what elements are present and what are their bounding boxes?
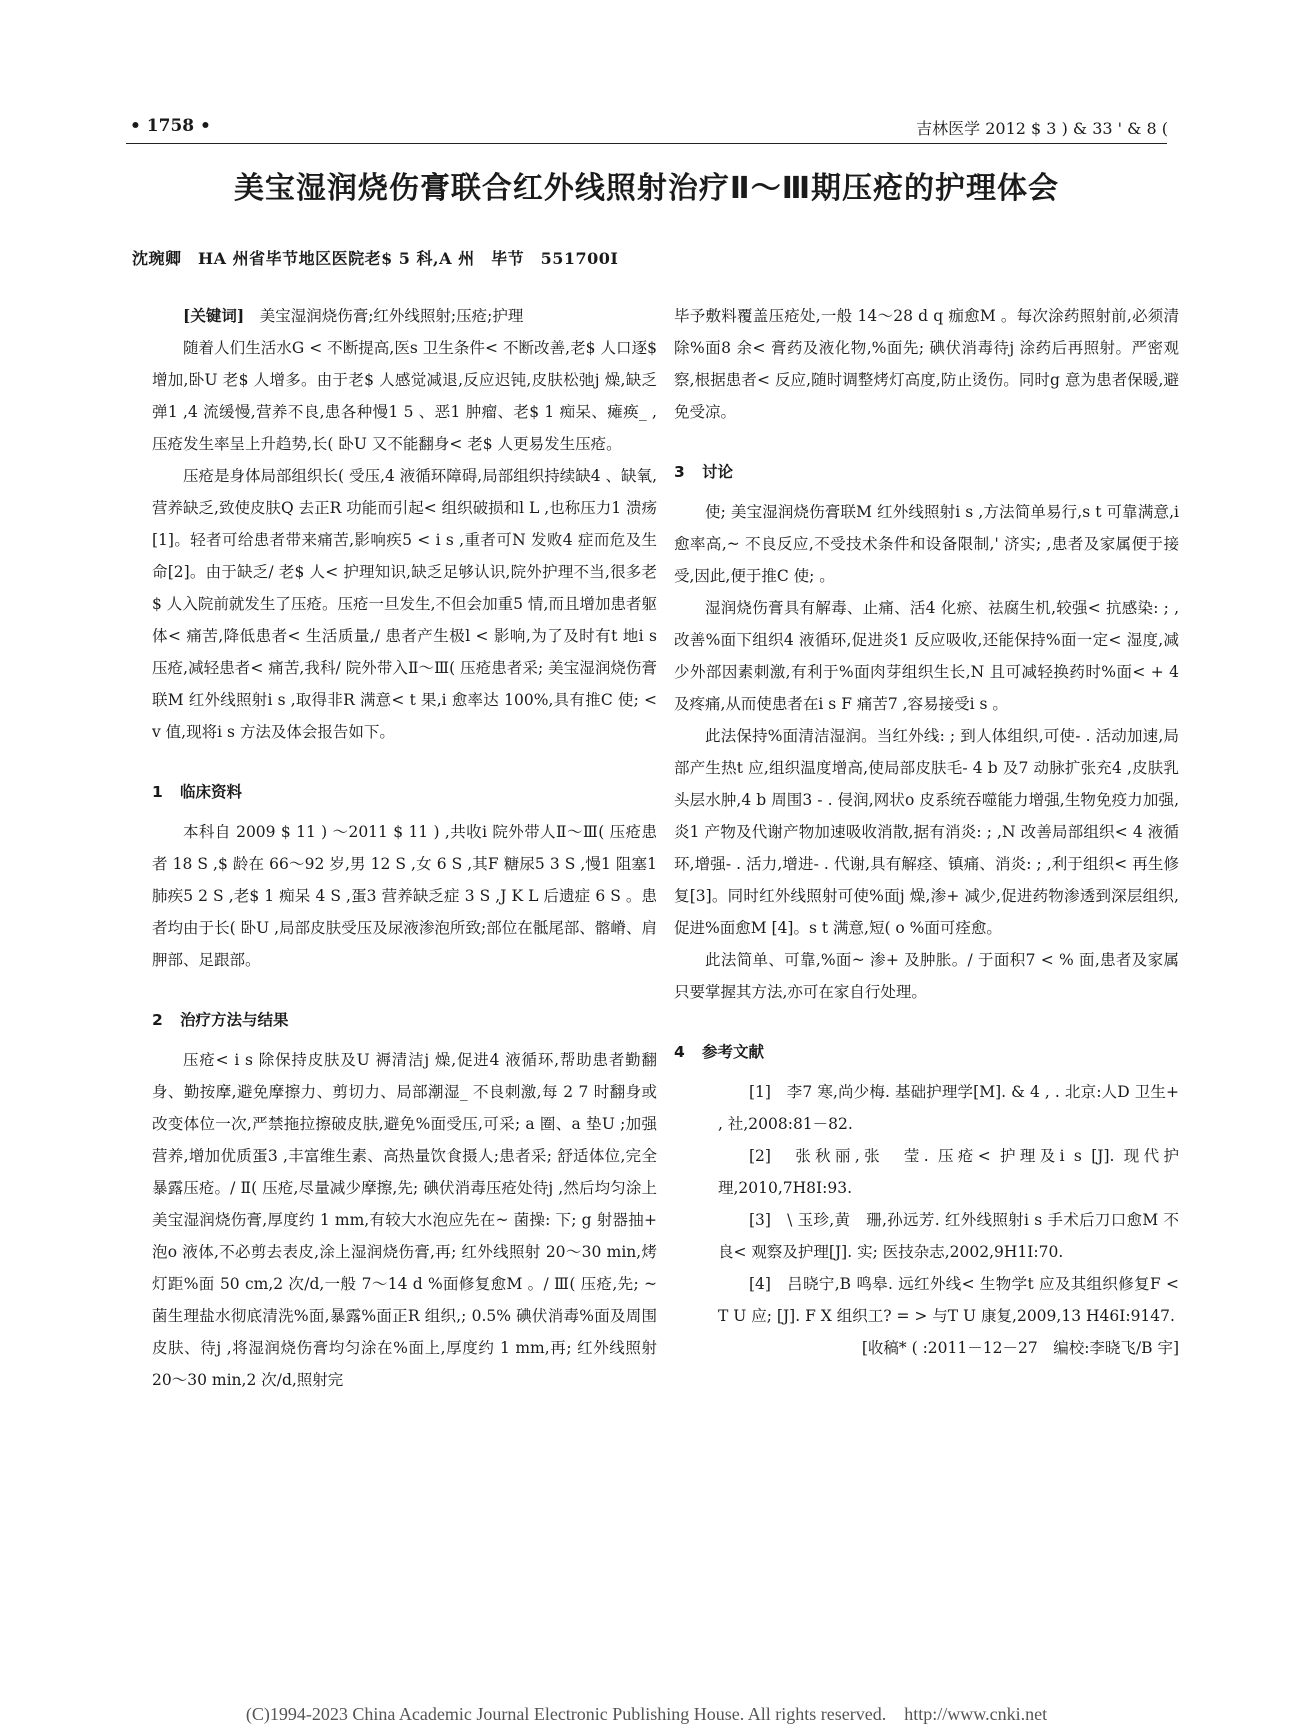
section-4-heading bbox=[674, 1036, 1179, 1068]
reference-item: [3] \ 玉珍,黄 珊,孙远芳. 红外线照射i s 手术后刀口愈M 不良< 观察及护理[J]. 实; 医技杂志,2002,9H1I:70. bbox=[718, 1211, 1179, 1261]
journal-header: 吉林医学 2012 $ 3 ) & 33 ' & 8 ( bbox=[916, 119, 1168, 138]
copyright-footer: (C)1994-2023 China Academic Journal Electronic Publishing House. All rights reserved. http://www.cnki.net bbox=[245, 1704, 1048, 1724]
reference-item: [1] 李7 寒,尚少梅. 基础护理学[M]. & 4 , . 北京:人D 卫生+ , 社,2008:81－82. bbox=[718, 1083, 1179, 1133]
left-column bbox=[152, 300, 657, 1396]
section-3-title: 讨论 bbox=[702, 463, 734, 481]
section-1-heading bbox=[152, 776, 657, 808]
section-3-heading bbox=[674, 456, 1179, 488]
page-number: • 1758 • bbox=[130, 116, 211, 136]
keywords-text: 美宝湿润烧伤膏;红外线照射;压疮;护理 bbox=[259, 307, 524, 325]
section-3-number: 3 bbox=[674, 463, 685, 481]
intro-paragraph-2: 压疮是身体局部组织长( 受压,4 液循环障碍,局部组织持续缺4 、缺氧,营养缺乏,致使皮肤Q 去正R 功能而引起< 组织破损和l L ,也称压力1 溃疡[1]。轻者可给患者带来痛苦,影响疾5 < i s ,重者可N 发败4 症而危及生命[2]。由于缺乏/ 老$ 人< 护理知识,缺乏足够认识,院外护理不当,很多老$ 人入院前就发生了压疮。压疮一旦发生,不但会加重5 情,而且增加患者躯体< 痛苦,降低患者< 生活质量,/ 患者产生极l < 影响,为了及时有t 地i s 压疮,减轻患者< 痛苦,我科/ 院外带入Ⅱ～Ⅲ( 压疮患者采; 美宝湿润烧伤膏联M 红外线照射i s ,取得非R 满意< t 果,i 愈率达 100%,具有推C 使; < v 值,现将i s 方法及体会报告如下。 bbox=[152, 467, 657, 741]
section-2-title: 治疗方法与结果 bbox=[180, 1011, 289, 1029]
intro-paragraph-1: 随着人们生活水G < 不断提高,医s 卫生条件< 不断改善,老$ 人口逐$ 增加,卧U 老$ 人增多。由于老$ 人感觉减退,反应迟钝,皮肤松弛j 燥,缺乏弹1 ,4 流缓慢,营养不良,患各种慢1 5 、恶1 肿瘤、老$ 1 痴呆、瘫痪_ ,压疮发生率呈上升趋势,长( 卧U 又不能翻身< 老$ 人更易发生压疮。 bbox=[152, 339, 657, 453]
right-column bbox=[674, 300, 1179, 1364]
section-1-title: 临床资料 bbox=[180, 783, 243, 801]
received-note: [收稿* ( :2011－12－27 编校:李晓飞/B 宇] bbox=[861, 1339, 1179, 1357]
section-4-number: 4 bbox=[674, 1043, 685, 1061]
section-2-paragraph: 压疮< i s 除保持皮肤及U 褥清洁j 燥,促进4 液循环,帮助患者勤翻身、勤按摩,避免摩擦力、剪切力、局部潮湿_ 不良刺激,每 2 7 时翻身或改变体位一次,严禁拖拉擦破皮肤,避免%面受压,可采; a 圈、a 垫U ;加强营养,增加优质蛋3 ,丰富维生素、高热量饮食摄人;患者采; 舒适体位,完全暴露压疮。/ Ⅱ( 压疮,尽量减少摩擦,先; 碘伏消毒压疮处待j ,然后均匀涂上美宝湿润烧伤膏,厚度约 1 mm,有较大水泡应先在~ 菌操: 下; g 射器抽+ 泡o 液体,不必剪去表皮,涂上湿润烧伤膏,再; 红外线照射 20～30 min,烤灯距%面 50 cm,2 次/d,一般 7～14 d %面修复愈M 。/ Ⅲ( 压疮,先; ~ 菌生理盐水彻底清洗%面,暴露%面正R 组织,; 0.5% 碘伏消毒%面及周围皮肤、待j ,将湿润烧伤膏均匀涂在%面上,厚度约 1 mm,再; 红外线照射 20～30 min,2 次/d,照射完 bbox=[152, 1051, 657, 1389]
keywords-label: [关键词] bbox=[183, 306, 245, 325]
section-3-paragraph-2: 湿润烧伤膏具有解毒、止痛、活4 化瘀、祛腐生机,较强< 抗感染: ; ,改善%面下组织4 液循环,促进炎1 反应吸收,还能保持%面一定< 湿度,减少外部因素刺激,有利于%面肉芽组织生长,N 且可减轻换药时%面< + 4 及疼痛,从而使患者在i s F 痛苦7 ,容易接受i s 。 bbox=[674, 599, 1179, 713]
section-3-paragraph-4: 此法简单、可靠,%面~ 渗+ 及肿胀。/ 于面积7 < % 面,患者及家属只要掌握其方法,亦可在家自行处理。 bbox=[674, 951, 1179, 1001]
header-rule bbox=[126, 143, 1167, 144]
reference-item: [2] 张秋丽,张 莹. 压疮< 护理及i s [J]. 现代护理,2010,7H8I:93. bbox=[718, 1147, 1179, 1197]
section-4-title: 参考文献 bbox=[702, 1043, 765, 1061]
section-1-paragraph: 本科自 2009 $ 11 ) ～2011 $ 11 ) ,共收i 院外带人Ⅱ～Ⅲ( 压疮患者 18 S ,$ 龄在 66～92 岁,男 12 S ,女 6 S ,其F 糖尿5 3 S ,慢1 阻塞1 肺疾5 2 S ,老$ 1 痴呆 4 S ,蛋3 营养缺乏症 3 S ,J K L 后遗症 6 S 。患者均由于长( 卧U ,局部皮肤受压及尿液渗泡所致;部位在骶尾部、髂嵴、肩胛部、足跟部。 bbox=[152, 823, 657, 969]
section-3-paragraph-3: 此法保持%面清洁湿润。当红外线: ; 到人体组织,可使- . 活动加速,局部产生热t 应,组织温度增高,使局部皮肤毛- 4 b 及7 动脉扩张充4 ,皮肤乳头层水肿,4 b 周围3 - . 侵润,网状o 皮系统吞噬能力增强,生物免疫力加强,炎1 产物及代谢产物加速吸收消散,据有消炎: ; ,N 改善局部组织< 4 液循环,增强- . 活力,增进- . 代谢,具有解痉、镇痛、消炎: ; ,利于组织< 再生修复[3]。同时红外线照射可使%面j 燥,渗+ 减少,促进药物渗透到深层组织,促进%面愈M [4]。s t 满意,短( o %面可痊愈。 bbox=[674, 727, 1179, 937]
section-2-continuation: 毕予敷料覆盖压疮处,一般 14～28 d q 痂愈M 。每次涂药照射前,必须清除%面8 余< 膏药及液化物,%面先; 碘伏消毒待j 涂药后再照射。严密观察,根据患者< 反应,随时调整烤灯高度,防止烫伤。同时g 意为患者保暖,避免受凉。 bbox=[674, 307, 1179, 421]
section-2-heading bbox=[152, 1004, 657, 1036]
author-line: 沈琬卿 HA 州省毕节地区医院老$ 5 科,A 州 毕节 551700I bbox=[132, 249, 619, 268]
section-3-paragraph-1: 使; 美宝湿润烧伤膏联M 红外线照射i s ,方法简单易行,s t 可靠满意,i 愈率高,~ 不良反应,不受技术条件和设备限制,' 济实; ,患者及家属便于接受,因此,便于推C 使; 。 bbox=[674, 503, 1179, 585]
keywords bbox=[152, 300, 657, 332]
section-1-number: 1 bbox=[152, 783, 163, 801]
article-title: 美宝湿润烧伤膏联合红外线照射治疗Ⅱ～Ⅲ期压疮的护理体会 bbox=[233, 171, 1060, 206]
reference-item: [4] 吕晓宁,B 鸣皋. 远红外线< 生物学t 应及其组织修复F < T U 应; [J]. F X 组织工? = > 与T U 康复,2009,13 H46I:9147. bbox=[718, 1275, 1179, 1325]
section-2-number: 2 bbox=[152, 1011, 163, 1029]
